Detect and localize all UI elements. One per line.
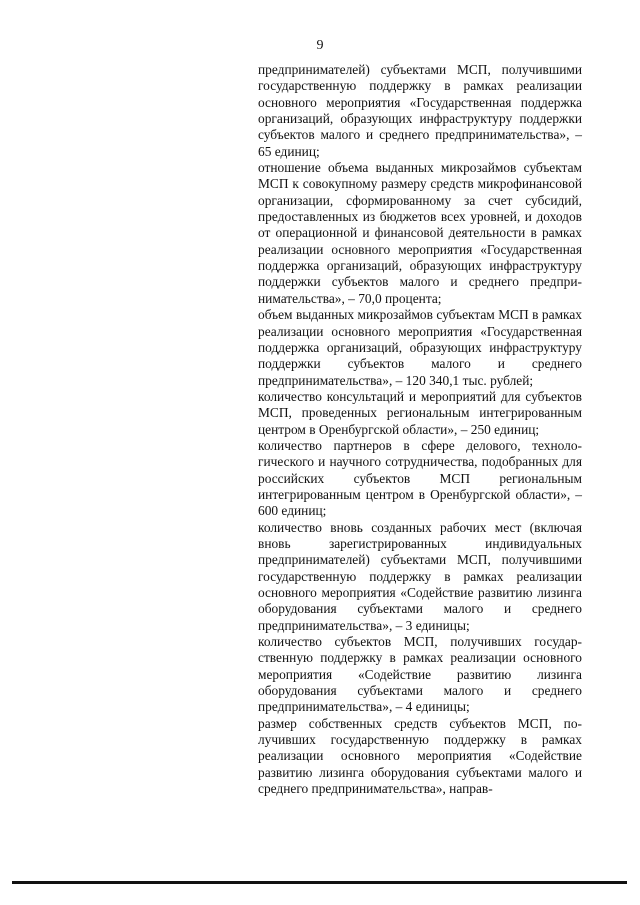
paragraph: количество партнеров в сфере делового, технологического и научного сотрудничества, подобранных для российских субъектов МСП региональным интегрированным центром в Оренбургской области», – 600 единиц; [258, 437, 582, 519]
paragraph: количество вновь созданных рабочих мест (включая вновь зарегистрированных индивидуальных предпринимателей) субъектами МСП, получившими государственную поддержку в рамках реализации основного мероприятия «Содействие развитию лизинга оборудования субъектами малого и среднего предпринимательства», – 3 единицы; [258, 519, 582, 633]
paragraph: количество консультаций и мероприятий для субъектов МСП, проведенных региональным интегрированным центром в Оренбургской области», – 250 единиц; [258, 388, 582, 437]
paragraph: количество субъектов МСП, получивших государственную поддержку в рамках реализации основного мероприятия «Содействие развитию лизинга оборудования субъектами малого и среднего предпринимательства», – 4 единицы; [258, 634, 582, 715]
paragraph: размер собственных средств субъектов МСП, получивших государственную поддержку в рамках реализации основного мероприятия «Содействие развитию лизинга оборудования субъектами малого и среднего предпринимательства», направ- [258, 715, 582, 797]
page-number: 9 [316, 38, 324, 53]
bottom-rule [12, 881, 627, 884]
paragraph: объем выданных микрозаймов субъектам МСП в рамках реализации основного мероприятия «Государственная поддержка организаций, образующих инфраструктуру поддержки субъектов малого и среднего предпринимательства», – 120 340,1 тыс. рублей; [258, 307, 582, 388]
paragraph: предпринимателей) субъектами МСП, получившими государственную поддержку в рамках реализации основного мероприятия «Государственная поддержка организаций, образующих инфраструктуру поддержки субъектов малого и среднего предпринимательства», – 65 единиц; [258, 62, 582, 159]
document-body [258, 62, 582, 797]
paragraph: отношение объема выданных микрозаймов субъектам МСП к совокупному размеру средств микрофинансовой организации, сформированному за счет субсидий, предоставленных из бюджетов всех уровней, и доходов от операционной и финансовой деятельности в рамках реализации основного мероприятия «Государственная поддержка организаций, образующих инфраструктуру поддержки субъектов малого и среднего предпринимательства», – 70,0 процента; [258, 160, 582, 306]
